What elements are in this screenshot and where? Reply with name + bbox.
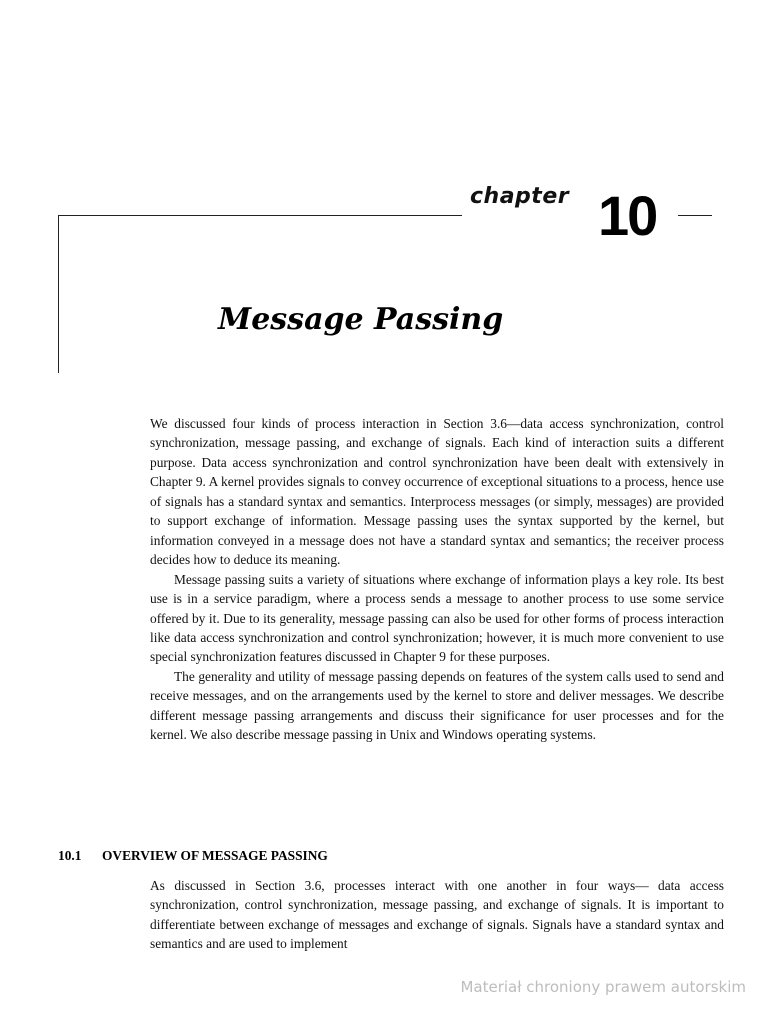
- section-title: OVERVIEW OF MESSAGE PASSING: [102, 848, 328, 863]
- chapter-label: chapter: [470, 184, 570, 209]
- chapter-frame-top-rule: [58, 215, 462, 216]
- section-paragraph-1: As discussed in Section 3.6, processes interact with one another in four ways— data access synchronization, control synchronization, message passing, and exchange of signals. It is important to differentiate between exchange of messages and exchange of signals. Signals have a standard syntax and semantics and are used to implement: [150, 878, 724, 952]
- chapter-frame-left-rule: [58, 215, 59, 373]
- chapter-number: 10: [598, 184, 657, 247]
- intro-text: [150, 414, 724, 745]
- section-heading: [58, 848, 718, 864]
- chapter-title: Message Passing: [218, 302, 504, 337]
- chapter-frame-right-rule: [678, 215, 712, 216]
- intro-paragraph-3: The generality and utility of message passing depends on features of the system calls used to send and receive messages, and on the arrangements used by the kernel to store and deliver messages. We describe different message passing arrangements and discuss their significance for user processes and for the kernel. We also describe message passing in Unix and Windows operating systems.: [150, 668, 724, 743]
- intro-paragraph-1: We discussed four kinds of process interaction in Section 3.6—data access synchronization, control synchronization, message passing, and exchange of signals. Each kind of interaction suits a different purpose. Data access synchronization and control synchronization have been dealt with extensively in Chapter 9. A kernel provides signals to convey occurrence of exceptional situations to a process, hence use of signals has a standard syntax and semantics. Interprocess messages (or simply, messages) are provided to support exchange of information. Message passing uses the syntax supported by the kernel, but information conveyed in a message does not have a standard syntax and semantics; the receiver process decides how to deduce its meaning.: [150, 416, 724, 568]
- section-number: 10.1: [58, 848, 82, 863]
- copyright-watermark: Materiał chroniony prawem autorskim: [460, 978, 746, 996]
- section-text: [150, 876, 724, 954]
- intro-paragraph-2: Message passing suits a variety of situations where exchange of information plays a key role. Its best use is in a service paradigm, where a process sends a message to another process to use some service offered by it. Due to its generality, message passing can also be used for other forms of process interaction like data access synchronization and control synchronization; however, it is much more convenient to use special synchronization features discussed in Chapter 9 for these purposes.: [150, 571, 724, 665]
